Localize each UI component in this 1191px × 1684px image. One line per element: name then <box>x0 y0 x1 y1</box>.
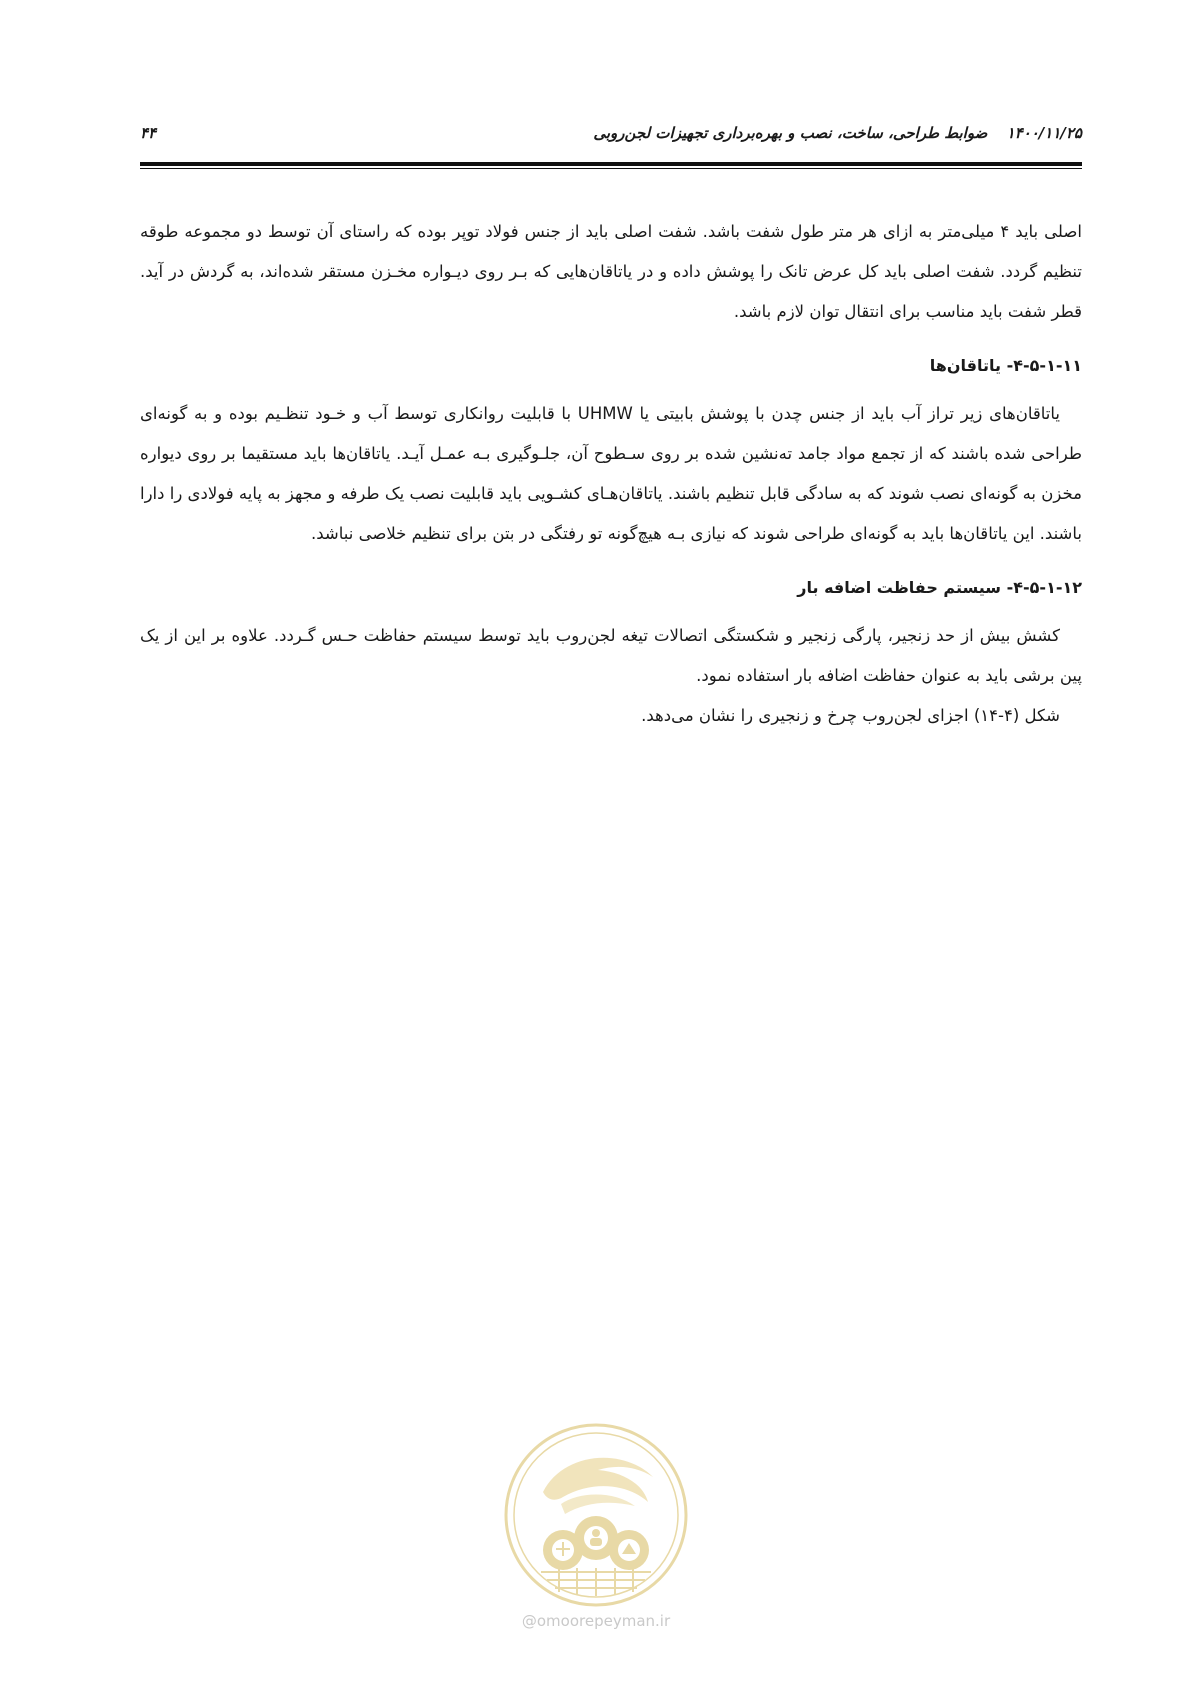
header-date: ۱۴۰۰/۱۱/۲۵ <box>1006 124 1082 142</box>
header-rule-thin <box>140 168 1082 169</box>
page-number: ۴۴ <box>140 124 157 142</box>
paragraph-shaft: اصلی باید ۴ میلی‌متر به ازای هر متر طول شفت باشد. شفت اصلی باید از جنس فولاد توپر بوده که راستای آن توسط دو مجموعه طوقه تنظیم گردد. شفت اصلی باید کل عرض تانک را پوشش داده و در یاتاقان‌هایی که بـر روی دیـواره مخـزن مستقر شده‌اند، به گردش در آید. قطر شفت باید مناسب برای انتقال توان لازم باشد. <box>140 222 1082 321</box>
page-header <box>140 124 1082 152</box>
paragraph-overload: کشش بیش از حد زنجیر، پارگی زنجیر و شکستگی اتصالات تیغه لجن‌روب باید توسط سیستم حفاظت حـس گـردد. علاوه بر این از یک پین برشی باید به عنوان حفاظت اضافه بار استفاده نمود. <box>140 626 1082 685</box>
section-heading-bearings: ۴-۵-۱-۱۱- یاتاقان‌ها <box>929 356 1082 375</box>
paragraph-figure-reference: شکل (۴-۱۴) اجزای لجن‌روب چرخ و زنجیری را نشان می‌دهد. <box>641 706 1060 725</box>
section-heading-overload: ۴-۵-۱-۱۲- سیستم حفاظت اضافه بار <box>797 578 1082 597</box>
watermark-logo <box>503 1422 689 1608</box>
header-title: ضوابط طراحی، ساخت، نصب و بهره‌برداری تجهیزات لجن‌روبی <box>593 124 988 142</box>
page-content <box>140 212 1082 736</box>
paragraph-bearings: یاتاقان‌های زیر تراز آب باید از جنس چدن با پوشش بابیتی یا UHMW با قابلیت روانکاری توسط آب و خـود تنظـیم بوده و به گونه‌ای طراحی شده باشند که از تجمع مواد جامد ته‌نشین شده بر روی سـطوح آن، جلـوگیری بـه عمـل آیـد. یاتاقان‌ها باید مستقیما بر روی دیواره مخزن به گونه‌ای نصب شوند که به سادگی قابل تنظیم باشند. یاتاقان‌هـای کشـویی باید قابلیت نصب یک طرفه و مجهز به پایه فولادی را دارا باشند. این یاتاقان‌ها باید به گونه‌ای طراحی شوند که نیازی بـه هیچ‌گونه تو رفتگی در بتن برای تنظیم خلاصی نباشد. <box>140 404 1082 543</box>
header-title-line <box>593 124 1082 142</box>
watermark-caption: @omoorepeyman.ir <box>521 1612 671 1630</box>
header-rule-thick <box>140 162 1082 166</box>
